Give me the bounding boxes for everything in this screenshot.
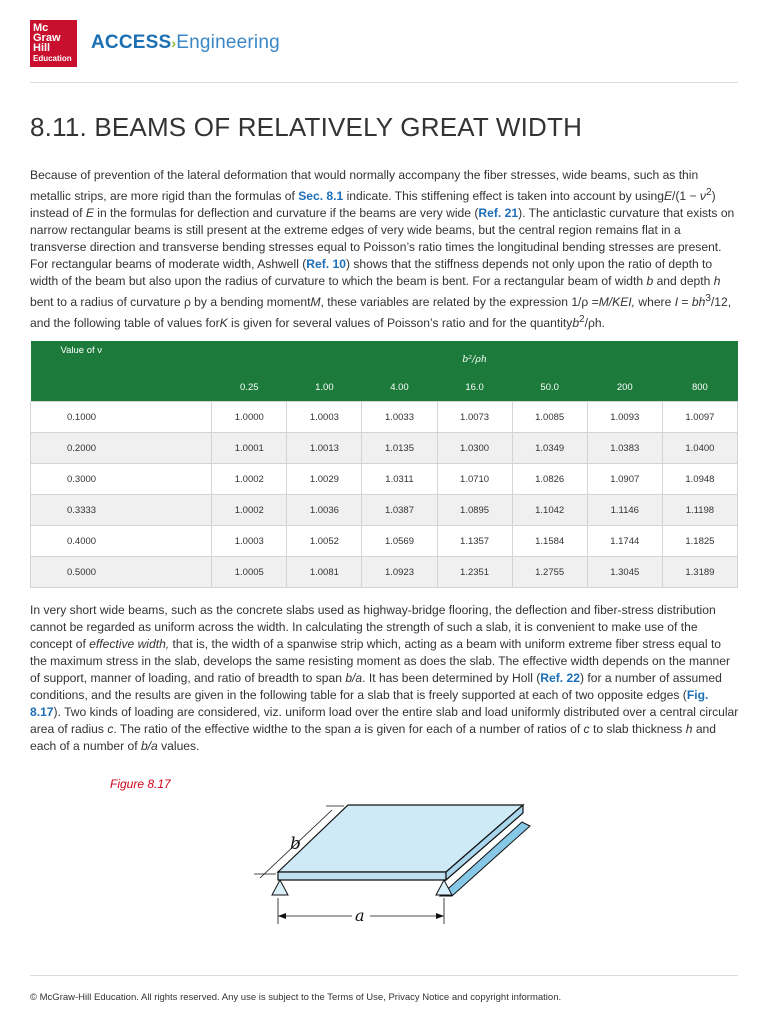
slab-front-face <box>278 872 446 880</box>
k-value-cell: 1.0085 <box>512 402 587 433</box>
column-header: 50.0 <box>512 374 587 402</box>
k-value-cell: 1.0052 <box>287 526 362 557</box>
k-value-cell: 1.0569 <box>362 526 437 557</box>
k-value-cell: 1.0400 <box>662 433 737 464</box>
k-value-cell: 1.1357 <box>437 526 512 557</box>
text: ) instead of <box>30 189 716 221</box>
text: = <box>678 295 692 310</box>
text: . The ratio of the effective width <box>113 722 281 736</box>
table-row <box>31 402 738 433</box>
brand-access: ACCESS <box>91 32 172 53</box>
k-value-cell: 1.0002 <box>212 495 287 526</box>
symbol-ba: b/a <box>140 739 158 753</box>
text: values. <box>157 739 200 753</box>
k-value-cell: 1.1042 <box>512 495 587 526</box>
text: where <box>635 295 675 310</box>
text: Because of prevention of the lateral deformation that would normally accompany the fiber stresses, wide beams, such as thin metallic strips, are more rigid than the formulas of <box>30 168 699 204</box>
k-value-cell: 1.1744 <box>587 526 662 557</box>
k-value-cell: 1.0000 <box>212 402 287 433</box>
k-value-cell: 1.2351 <box>437 557 512 588</box>
effective-width-paragraph <box>30 602 740 755</box>
k-value-cell: 1.1198 <box>662 495 737 526</box>
expression: M/KEI, <box>598 295 636 310</box>
text: ). Two kinds of loading are considered, viz. uniform load over the entire slab and load uniformly distributed over a central circular area of radius <box>30 705 739 736</box>
k-value-cell: 1.0093 <box>587 402 662 433</box>
intro-paragraph <box>30 167 740 332</box>
k-value-cell: 1.0001 <box>212 433 287 464</box>
column-header: 1.00 <box>287 374 362 402</box>
k-value-cell: 1.0135 <box>362 433 437 464</box>
superscript: 2 <box>579 314 585 326</box>
k-value-cell: 1.0003 <box>287 402 362 433</box>
text: and depth <box>653 274 714 289</box>
logo-line-mc: Mc <box>33 22 49 34</box>
slab-figure <box>240 800 540 930</box>
symbol-i: I <box>674 295 679 310</box>
k-value-cell: 1.1584 <box>512 526 587 557</box>
text: , these variables are related by the expression 1/ρ = <box>320 295 599 310</box>
k-value-cell: 1.1146 <box>587 495 662 526</box>
text: ). The anticlastic curvature that exists on narrow rectangular beams is still present at the extreme edges of very wide beams, but the central region remains flat in a transverse direction and transverse bending stresses equal to Poisson’s ratio times the longitudinal bending stresses are present. For rectangular beams of moderate width, Ashwell ( <box>30 206 735 272</box>
k-value-cell: 1.0923 <box>362 557 437 588</box>
symbol-c: c <box>583 722 590 736</box>
symbol-e: e <box>280 722 288 736</box>
symbol-b: b <box>646 274 654 289</box>
link-ref-21[interactable]: Ref. 21 <box>478 206 519 221</box>
access-engineering-logo[interactable] <box>91 32 280 54</box>
text: . It has been determined by Holl ( <box>362 671 541 685</box>
symbol-a: a <box>354 722 362 736</box>
figure-caption[interactable]: Figure 8.17 <box>110 777 171 791</box>
k-value-cell: 1.0349 <box>512 433 587 464</box>
k-value-cell: 1.3189 <box>662 557 737 588</box>
text: /(1 − <box>672 189 700 204</box>
link-fig-8-17[interactable]: Fig. 8.17 <box>30 688 709 719</box>
text: bent to a radius of curvature ρ by a bending moment <box>30 295 311 310</box>
page-title: 8.11. BEAMS OF RELATIVELY GREAT WIDTH <box>30 112 583 142</box>
column-header-poisson: Value of ν <box>31 341 212 402</box>
symbol-ba: b/a <box>345 671 363 685</box>
k-value-cell: 1.0005 <box>212 557 287 588</box>
text: ) shows that the stiffness depends not only upon the ratio of depth to width of the beam but also upon the radius of curvature to which the beam is bent. For a rectangular beam of width <box>30 257 713 289</box>
k-value-cell: 1.0033 <box>362 402 437 433</box>
k-value-cell: 1.0081 <box>287 557 362 588</box>
header-divider <box>30 82 738 83</box>
k-value-cell: 1.0895 <box>437 495 512 526</box>
text: /ρh. <box>584 316 605 331</box>
table-row <box>31 495 738 526</box>
arrow-left-icon <box>278 913 286 919</box>
k-value-cell: 1.0029 <box>287 464 362 495</box>
link-ref-10[interactable]: Ref. 10 <box>306 257 346 272</box>
footer-divider <box>30 975 738 976</box>
k-value-cell: 1.0036 <box>287 495 362 526</box>
site-header <box>0 0 768 68</box>
logo-line-education: Education <box>33 54 72 63</box>
label-a: a <box>355 906 365 925</box>
k-value-cell: 1.0383 <box>587 433 662 464</box>
text: to the span <box>287 722 355 736</box>
arrow-right-icon <box>436 913 444 919</box>
poisson-ratio-cell: 0.3333 <box>31 495 212 526</box>
column-header: 4.00 <box>362 374 437 402</box>
symbol-h: h <box>685 722 693 736</box>
symbol-c: c <box>107 722 114 736</box>
k-value-cell: 1.0826 <box>512 464 587 495</box>
k-value-cell: 1.0387 <box>362 495 437 526</box>
text: In very short wide beams, such as the concrete slabs used as highway-bridge flooring, the deflection and fiber-stress distribution cannot be regarded as uniform across the width. In calculating the strength of such a slab, it is convenient to make use of the concept of <box>30 603 716 651</box>
text: ) for a number of assumed conditions, and the results are given in the following table for a slab that is freely supported at each of two opposite edges ( <box>30 671 722 702</box>
poisson-ratio-cell: 0.2000 <box>31 433 212 464</box>
k-value-cell: 1.0948 <box>662 464 737 495</box>
k-value-cell: 1.0002 <box>212 464 287 495</box>
k-value-cell: 1.0907 <box>587 464 662 495</box>
poisson-ratio-cell: 0.5000 <box>31 557 212 588</box>
group-header-b2-rho-h: b²/ρh <box>212 341 738 374</box>
brand-engineering: Engineering <box>176 32 280 53</box>
superscript: 3 <box>705 293 711 305</box>
table-row <box>31 433 738 464</box>
symbol-e: E <box>85 206 94 221</box>
symbol-e: E <box>663 189 673 204</box>
symbol-bh: bh <box>691 295 706 310</box>
text: in the formulas for deflection and curvature if the beams are very wide ( <box>93 206 479 221</box>
table-row <box>31 526 738 557</box>
k-value-cell: 1.0300 <box>437 433 512 464</box>
k-value-cell: 1.2755 <box>512 557 587 588</box>
symbol-nu: ν <box>699 189 706 204</box>
poisson-ratio-cell: 0.3000 <box>31 464 212 495</box>
text: is given for each of a number of ratios of <box>361 722 584 736</box>
symbol-h: h <box>713 274 721 289</box>
k-value-cell: 1.0073 <box>437 402 512 433</box>
logo-line-graw: Graw <box>33 32 61 44</box>
k-value-cell: 1.0097 <box>662 402 737 433</box>
k-value-cell: 1.3045 <box>587 557 662 588</box>
k-value-cell: 1.0003 <box>212 526 287 557</box>
superscript: 2 <box>705 187 712 198</box>
copyright-footer: © McGraw-Hill Education. All rights reserved. Any use is subject to the Terms of Use, Privacy Notice and copyright information. <box>30 992 562 1003</box>
text: indicate. This stiffening effect is taken into account by using <box>343 189 664 204</box>
label-b: b <box>290 834 301 854</box>
k-value-cell: 1.0311 <box>362 464 437 495</box>
link-ref-22[interactable]: Ref. 22 <box>540 671 580 685</box>
symbol-m: M <box>310 295 321 310</box>
link-sec-8-1[interactable]: Sec. 8.1 <box>298 189 344 204</box>
text: and each of a number of <box>30 722 716 753</box>
mcgraw-hill-logo[interactable] <box>30 20 77 67</box>
symbol-k: K <box>219 316 228 331</box>
poisson-ratio-cell: 0.1000 <box>31 402 212 433</box>
k-value-cell: 1.0710 <box>437 464 512 495</box>
left-support-icon <box>272 880 288 895</box>
term-effective-width: effective width, <box>89 637 170 651</box>
column-header: 0.25 <box>212 374 287 402</box>
k-values-table <box>30 341 738 588</box>
text: that is, the width of a spanwise strip which, acting as a beam with uniform extreme fiber stress equal to the maximum stress in the slab, develops the same resisting moment as does the slab. The effective width depends on the manner of support, manner of loading, and ratio of breadth to span <box>30 637 731 685</box>
text: is given for several values of Poisson’s ratio and for the quantity <box>227 316 573 331</box>
k-value-cell: 1.1825 <box>662 526 737 557</box>
k-value-cell: 1.0013 <box>287 433 362 464</box>
symbol-b: b <box>572 316 580 331</box>
column-header: 16.0 <box>437 374 512 402</box>
column-header: 800 <box>662 374 737 402</box>
column-header: 200 <box>587 374 662 402</box>
poisson-ratio-cell: 0.4000 <box>31 526 212 557</box>
logo-line-hill: Hill <box>33 42 51 54</box>
brand-arrow-icon: › <box>171 35 177 51</box>
text: /12, and the following table of values for <box>30 295 732 331</box>
table-row <box>31 464 738 495</box>
table-row <box>31 557 738 588</box>
text: to slab thickness <box>589 722 686 736</box>
